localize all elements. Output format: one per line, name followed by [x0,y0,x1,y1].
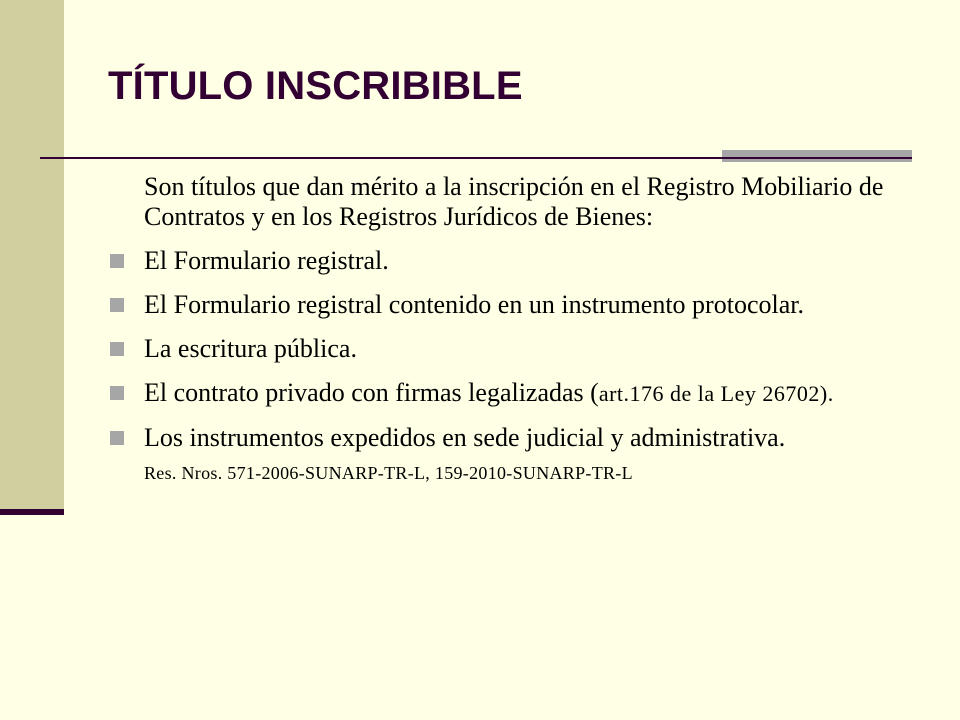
bullet-text: La escritura pública. [144,334,357,363]
list-item [108,246,908,276]
square-bullet-icon [110,431,124,445]
square-bullet-icon [110,254,124,268]
list-item [108,423,908,453]
slide-body [108,172,908,485]
bullet-text: El contrato privado con firmas legalizadas ( [144,378,599,407]
bullet-text: El Formulario registral contenido en un instrumento protocolar. [144,290,804,319]
bullet-text-citation: art.176 de la Ley 26702). [598,381,834,406]
bullet-text: El Formulario registral. [144,246,389,275]
list-item [108,378,908,409]
decorative-left-bar-underline [0,509,64,515]
square-bullet-icon [110,298,124,312]
square-bullet-icon [110,386,124,400]
title-divider-accent-line [722,157,912,159]
slide-title: TÍTULO INSCRIBIBLE [108,64,523,108]
intro-paragraph: Son títulos que dan mérito a la inscripción en el Registro Mobiliario de Contratos y en los Registros Jurídicos de Bienes: [144,172,884,231]
legal-reference-footnote: Res. Nros. 571-2006-SUNARP-TR-L, 159-2010-SUNARP-TR-L [144,463,633,483]
bullet-list [108,246,908,453]
bullet-text: Los instrumentos expedidos en sede judicial y administrativa. [144,423,786,452]
square-bullet-icon [110,342,124,356]
title-divider-accent [722,150,912,162]
list-item [108,334,908,364]
list-item [108,290,908,320]
decorative-left-bar [0,0,64,512]
